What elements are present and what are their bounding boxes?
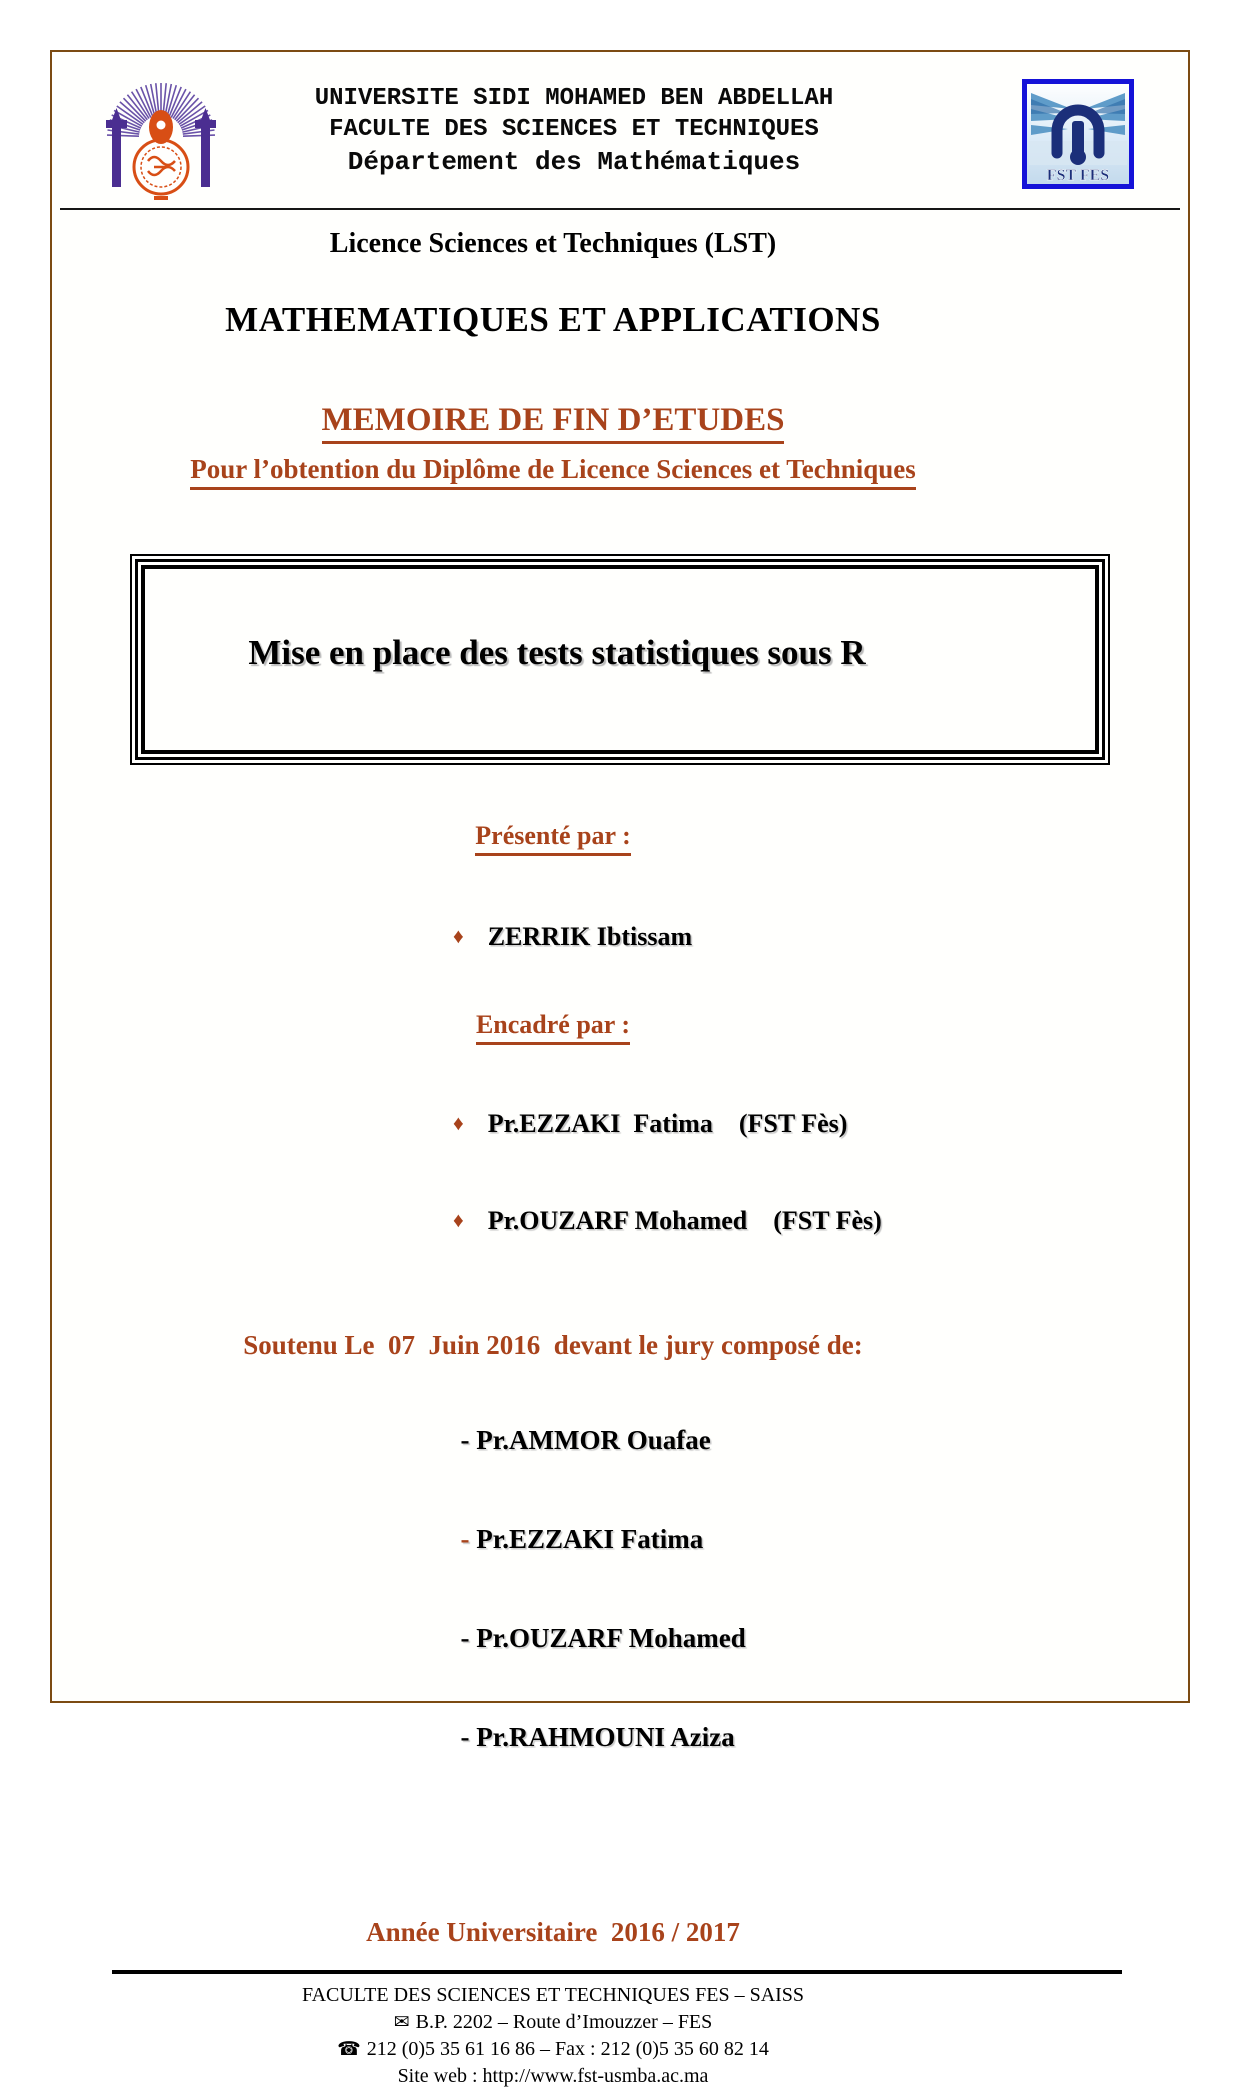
footer-faculty-line: FACULTE DES SCIENCES ET TECHNIQUES FES – SAISS (301, 1984, 805, 2006)
supervisor-row (427, 1176, 1188, 1266)
presented-by-heading (52, 821, 1188, 856)
student-name: ZERRIK Ibtissam (487, 922, 693, 951)
header-divider (60, 208, 1180, 210)
jury-member-row (420, 1490, 1188, 1589)
jury-member-name: Pr.RAHMOUNI Aziza (476, 1722, 735, 1752)
jury-dash: - (460, 1623, 477, 1653)
jury-member-name: Pr.OUZARF Mohamed (476, 1623, 746, 1653)
supervisor-name: Pr.OUZARF Mohamed (FST Fès) (487, 1206, 882, 1235)
defense-heading: Soutenu Le 07 Juin 2016 devant le jury composé de: (243, 1330, 863, 1360)
memoire-subtitle (52, 454, 1188, 490)
supervised-by-heading-text: Encadré par : (476, 1010, 630, 1045)
memoire-heading-text: MEMOIRE DE FIN D’ETUDES (322, 402, 785, 444)
footer-address-line (52, 2009, 1054, 2036)
presented-by-heading-text: Présenté par : (475, 821, 630, 856)
page-border-frame (50, 50, 1190, 2087)
footer-phone-text: 212 (0)5 35 61 16 86 – Fax : 212 (0)5 35 60 82 14 (366, 2038, 769, 2060)
diamond-bullet-icon: ♦ (453, 924, 464, 948)
filiere-line: MATHEMATIQUES ET APPLICATIONS (225, 300, 881, 339)
supervised-by-heading (52, 1010, 1188, 1045)
diamond-bullet-icon: ♦ (453, 1111, 464, 1135)
jury-dash: - (460, 1425, 477, 1455)
fst-fes-logo-label: FST FES (1046, 167, 1110, 184)
jury-list (420, 1391, 1188, 1787)
university-header-text (236, 75, 912, 179)
memoire-subtitle-text: Pour l’obtention du Diplôme de Licence Sciences et Techniques (190, 454, 916, 490)
footer-address-text: B.P. 2202 – Route d’Imouzzer – FES (415, 2011, 713, 2033)
diamond-bullet-icon: ♦ (453, 1208, 464, 1232)
footer-phone-line (52, 2036, 1054, 2063)
jury-dash: - (460, 1722, 477, 1752)
supervisor-name: Pr.EZZAKI Fatima (FST Fès) (487, 1109, 848, 1138)
university-name: UNIVERSITE SIDI MOHAMED BEN ABDELLAH (314, 85, 834, 112)
faculty-name: FACULTE DES SCIENCES ET TECHNIQUES (329, 116, 819, 143)
memoire-heading (52, 402, 1188, 444)
thesis-title-box (130, 554, 1110, 765)
thesis-title: Mise en place des tests statistiques sous R (248, 632, 866, 672)
fst-fes-logo (1022, 79, 1134, 189)
university-seal-logo (90, 75, 232, 205)
licence-line: Licence Sciences et Techniques (LST) (329, 228, 777, 259)
department-name: Département des Mathématiques (347, 147, 801, 177)
footer (52, 1982, 1188, 2090)
supervisor-row (427, 1079, 1188, 1169)
phone-icon: ☎ (337, 2039, 361, 2060)
jury-member-row (420, 1688, 1188, 1787)
jury-member-row (420, 1391, 1188, 1490)
student-row (427, 892, 1188, 982)
jury-member-name: Pr.AMMOR Ouafae (476, 1425, 711, 1455)
academic-year-line: Année Universitaire 2016 / 2017 (366, 1917, 740, 1947)
footer-divider (112, 1970, 1122, 1974)
jury-member-row (420, 1589, 1188, 1688)
footer-website-line: Site web : http://www.fst-usmba.ac.ma (397, 2065, 709, 2087)
jury-dash: - (460, 1524, 477, 1554)
jury-member-name: Pr.EZZAKI Fatima (476, 1524, 704, 1554)
envelope-icon: ✉ (393, 2012, 410, 2033)
header (52, 75, 1188, 207)
